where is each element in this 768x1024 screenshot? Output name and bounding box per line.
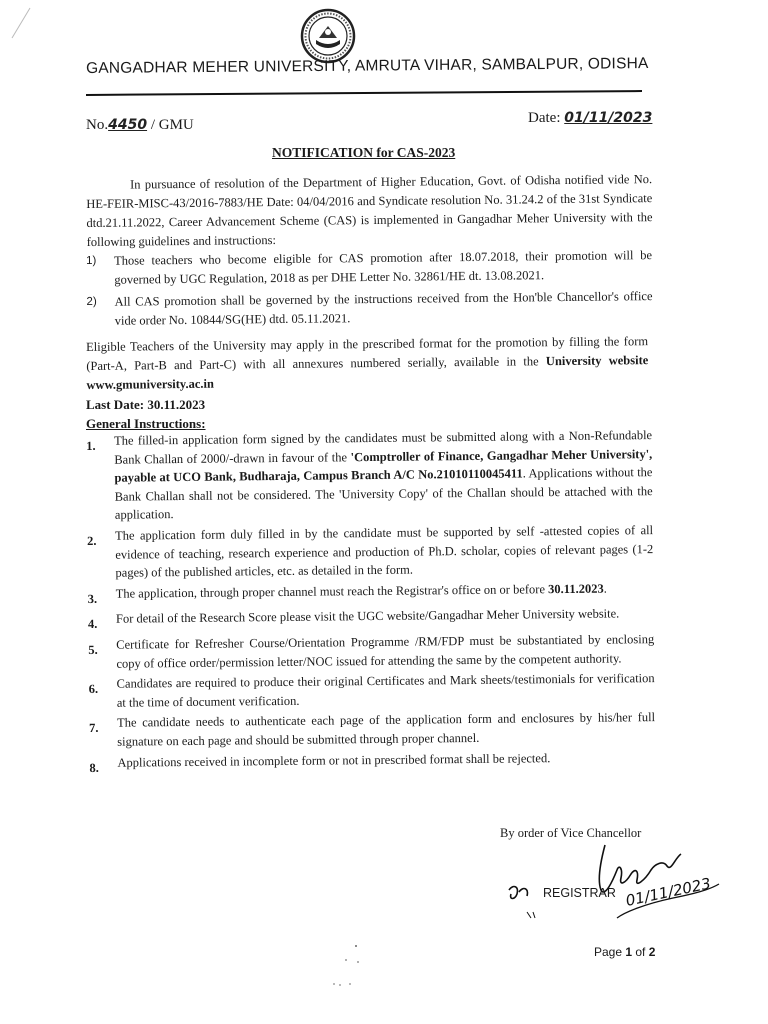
instruction-number: 2. [87,533,97,548]
date-value: 01/11/2023 [564,110,653,126]
notification-title: NOTIFICATION for CAS-2023 [272,145,456,160]
instruction-number: 6. [88,682,99,697]
instruction-item [86,426,653,525]
instruction-number: 7. [89,721,99,736]
instruction-item [88,579,654,609]
instruction-text [116,630,654,673]
instruction-number: 8. [89,760,99,775]
instruction-text-post: . [603,581,607,596]
instruction-text-pre: Certificate for Refresher Course/Orientation Programme /RM/FDP must be substantiated by enclosing copy of office order/permission letter/NOC issued for attending the same by the competent authority. [116,631,655,671]
date-label: Date: [528,110,561,126]
registrar-title: REGISTRAR [543,886,616,900]
guideline-number: 1) [86,254,97,267]
ref-prefix: No. [86,117,109,133]
instruction-item [87,521,654,583]
instruction-number: 4. [87,617,98,632]
registrar-signature [505,840,725,930]
guideline-text: All CAS promotion shall be governed by the instructions received from the Hon'ble Chancellor's office vide order No. 10844/SG(HE) dtd. 05.11.2021. [114,289,653,328]
instruction-number: 1. [86,438,96,453]
scan-corner-mark [6,6,36,42]
website-link[interactable]: University website www.gmuniversity.ac.in [86,353,649,392]
guideline-text: Those teachers who become eligible for CAS promotion after 18.07.2018, their promotion will be governed by UGC Regulation, 2018 as per DHE Letter No. 32861/HE dt. 13.08.2021. [114,248,653,287]
page-of: of [632,945,649,959]
ref-number: 4450 [108,117,148,133]
instructions-list [86,426,656,779]
eligibility-text: Eligible Teachers of the University may apply in the prescribed format for the promotion by filling the form (Part-A, Part-B and Part-C) with all annexures numbered serially, available in the [86,334,649,373]
instruction-text [114,426,653,525]
university-seal-icon [300,8,356,64]
instruction-text-pre: The filled-in application form signed by the candidates must be submitted along with a Non-Refundable Bank Challan of 2000/-drawn in favour of the [114,428,653,467]
instruction-text [117,708,655,751]
instruction-text [117,748,655,777]
intro-paragraph [86,170,653,252]
instruction-item [88,630,654,673]
page-total: 2 [648,945,656,959]
instruction-text-pre: For detail of the Research Score please visit the UGC website/Gangadhar Meher University website. [115,606,620,627]
instruction-item [89,669,655,712]
intro-text: In pursuance of resolution of the Department of Higher Education, Govt. of Odisha notified vide No. HE-FEIR-MISC-43/2016-7883/HE Date: 04/04/2016 and Syndicate resolution No. 31.24.2 of the 31st Syndicate dtd.21.11.2022, Career Advancement Scheme (CAS) is implemented in Gangadhar Meher University with the following guidelines and instructions: [86,172,653,249]
instruction-text-pre: Applications received in incomplete form or not in prescribed format shall be rejected. [117,750,551,770]
general-instructions-title: General Instructions: [86,416,206,431]
instruction-item [89,708,655,751]
guideline-number: 2) [86,295,97,308]
instruction-text [116,604,654,633]
university-name: GANGADHAR MEHER UNIVERSITY, AMRUTA VIHAR, SAMBALPUR, ODISHA [86,55,649,77]
instruction-item [89,748,655,778]
issue-date [528,110,652,127]
eligibility-paragraph [86,332,649,395]
instruction-text [116,579,654,608]
instruction-text-pre: The application form duly filled in by the candidate must be supported by self -attested copies of all evidence of teaching, research experience and production of Ph.D. scholar, copies of relevant pages (1-2 pages) of the published articles, etc. as detailed in the form. [115,523,654,580]
page-current: 1 [625,945,633,959]
instruction-number: 5. [88,642,98,657]
ref-suffix: / GMU [147,117,194,133]
scan-noise [300,940,420,1000]
instruction-text-pre: The candidate needs to authenticate each page of the application form and enclosures by his/her full signature on each page and should be submitted through proper channel. [116,710,656,749]
guidelines-list [86,246,653,334]
instruction-text-bold: 30.11.2023 [548,581,604,596]
instruction-text-pre: The application, through proper channel must reach the Registrar's office on or before [115,581,549,601]
instruction-text-bold: 'Comptroller of Finance, Gangadhar Meher University', payable at UCO Bank, Budharaja, Campus Branch A/C No.21010110045411 [114,446,653,485]
guideline-item [86,287,652,331]
instruction-item [88,604,654,634]
page-prefix: Page [594,945,626,959]
instruction-text-post: . Applications without the Bank Challan shall not be considered. The 'University Copy' of the Challan should be attached with the application. [114,465,653,523]
guideline-item [86,246,652,290]
instruction-text [115,521,654,582]
signature-date: 01/11/2023 [624,874,713,910]
order-line: By order of Vice Chancellor [500,826,642,840]
last-date: Last Date: 30.11.2023 [86,397,206,412]
instruction-text [117,669,655,712]
instruction-number: 3. [87,591,98,606]
reference-number [86,117,194,134]
page-number [594,945,655,959]
header-divider [86,90,642,96]
instruction-text-pre: Candidates are required to produce their original Certificates and Mark sheets/testimonials for verification at the time of document verification. [116,671,655,710]
